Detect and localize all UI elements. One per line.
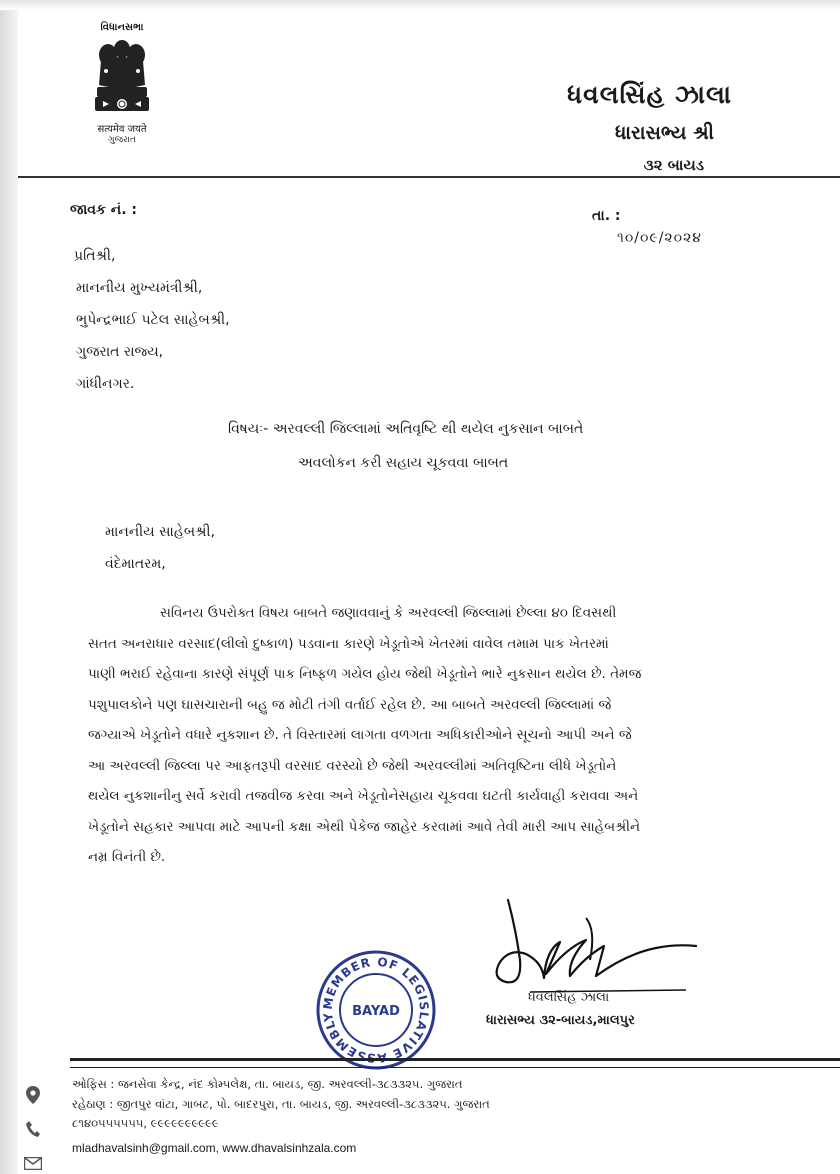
subject-line-1: વિષયઃ- અરવલ્લી જિલ્લામાં અતિવૃષ્ટિ થી થયેલ નુકસાન બાબતે: [228, 421, 584, 437]
addressee-line: ભુપેન્દ્રભાઈ પટેલ સાહેબશ્રી,: [76, 312, 230, 328]
footer-phone-numbers: ૮૧૪૦૫૫૫૫૫૫, ૯૯૯૯૯૯૯૯૯૯: [72, 1116, 219, 1130]
outward-number-label: જાવક નં. :: [70, 202, 138, 218]
signatory-name: ધવલસિંહ ઝાલા: [528, 990, 610, 1005]
body-line: જગ્યાએ ખેડૂતોને વધારે નુકશાન છે. તે વિસ્તારમાં લાગતા વળગતા અધિકારીઓને સૂચનો આપી અને જે: [88, 727, 632, 743]
emblem-state: ગુજરાત: [108, 135, 136, 145]
footer-divider: [70, 1058, 840, 1068]
footer-contact-block: [72, 1075, 490, 1158]
body-line: પશુપાલકોને પણ ઘાસચારાની બહુ જ મોટી તંગી વર્તાઈ રહેલ છે. આ બાબતે અરવલ્લી જિલ્લામાં જે: [88, 696, 612, 713]
letter-body: [88, 598, 728, 873]
addressee-line: ગુજરાત રાજ્ય,: [76, 344, 164, 360]
letterhead-constituency: ૩૨ બાયડ: [643, 156, 704, 174]
footer-icon-column: [22, 1078, 44, 1174]
body-line: સતત અનરાધાર વરસાદ(લીલો દુષ્કાળ) પડવાના કારણે ખેડૂતોએ ખેતરમાં વાવેલ તમામ પાક ખેતરમાં: [88, 635, 609, 652]
mail-icon: [22, 1146, 44, 1174]
body-line: પાણી ભરાઈ રહેવાના કારણે સંપૂર્ણ પાક નિષ્ફળ ગયેલ હોય જેથી ખેડૂતોને ભારે નુકસાન થયેલ છે. તેમજ: [88, 666, 642, 682]
body-line: સવિનય ઉપરોક્ત વિષય બાબતે જણાવવાનું કે અરવલ્લી જિલ્લામાં છેલ્લા ૪૦ દિવસથી: [160, 605, 617, 621]
header-divider: [18, 176, 840, 178]
seal-ring-text: MEMBER OF LEGISLATIVE ASSEMBLY: [320, 954, 432, 1066]
date-value: ૧૦/૦૯/૨૦૨૪: [617, 230, 702, 246]
addressee-line: માનનીય મુખ્યમંત્રીશ્રી,: [76, 280, 203, 296]
salutation-line-1: માનનીય સાહેબશ્રી,: [105, 524, 215, 540]
addressee-block: [74, 240, 230, 400]
lion-capital-icon: [91, 35, 153, 119]
date-label: તા. :: [592, 208, 621, 224]
body-line: નમ્ર વિનંતી છે.: [88, 849, 166, 865]
letterhead-title-block: [567, 80, 732, 174]
footer-residence-address: રહેઠાણ : જીતપુર વાંટા, ગાબટ, પો. બાદરપુરા, તા. બાયડ, જી. અરવલ્લી-૩૮૩૩૨૫. ગુજરાત: [72, 1096, 490, 1111]
official-seal: [314, 948, 438, 1072]
phone-icon: [22, 1112, 44, 1146]
letterhead-designation: ધારાસભ્ય શ્રી: [614, 122, 714, 144]
footer-office-address: ઓફિસ : જનસેવા કેન્દ્ર, નંદ કોમ્પલેક્ષ, તા. બાયડ, જી. અરવલ્લી-૩૮૩૩૨૫. ગુજરાત: [72, 1077, 463, 1091]
emblem-motto: सत्यमेव जयते: [97, 124, 147, 135]
handwritten-signature: [486, 890, 706, 1000]
salutation-block: [105, 516, 215, 580]
salutation-line-2: વંદેમાતરમ,: [105, 556, 166, 572]
body-line: ખેડૂતોને સહકાર આપવા માટે આપની કક્ષા એથી પેકેજ જાહેર કરવામાં આવે તેવી મારી આપ સાહેબશ્રીને: [88, 818, 641, 835]
body-line: થયેલ નુકશાનીનુ સર્વે કરાવી તજવીજ કરવા અને ખેડૂતોનેસહાય ચૂકવવા ઘટતી કાર્યવાહી કરાવવા અને: [88, 788, 639, 804]
addressee-line: ગાંધીનગર.: [76, 376, 135, 392]
addressee-line: પ્રતિશ્રી,: [74, 248, 116, 264]
location-icon: [22, 1078, 44, 1112]
page-edge-shadow: [0, 0, 18, 1174]
page-top-shadow: [0, 0, 840, 10]
state-emblem: [82, 22, 162, 162]
letterhead-name: ધવલસિંહ ઝાલા: [567, 80, 732, 109]
signatory-title: ધારાસભ્ય ૩૨-બાયડ,માલપુર: [486, 1013, 635, 1028]
subject-block: [228, 412, 748, 480]
seal-center-text: BAYAD: [352, 1004, 400, 1019]
body-line: આ અરવલ્લી જિલ્લા પર આફતરૂપી વરસાદ વરસ્યો છે જેથી અરવલ્લીમાં અતિવૃષ્ટિના લીધે ખેડૂતોને: [88, 757, 617, 774]
subject-line-2: અવલોકન કરી સહાય ચૂકવવા બાબત: [298, 455, 509, 471]
footer-email-website: mladhavalsinh@gmail.com, www.dhavalsinhzala.com: [72, 1140, 357, 1155]
emblem-top-text: વિધાનસભા: [100, 22, 144, 33]
